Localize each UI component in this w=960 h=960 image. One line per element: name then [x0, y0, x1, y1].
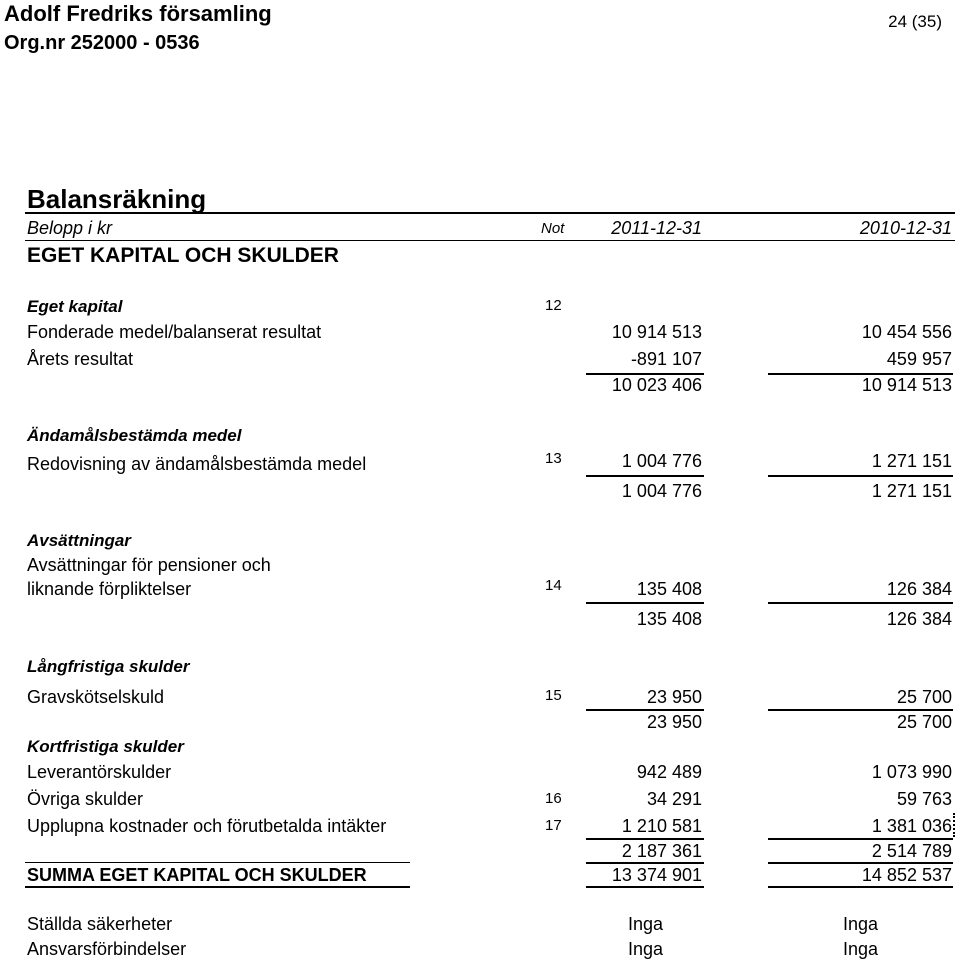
- value-2011: -891 107: [630, 349, 702, 369]
- row-label: Gravskötselskuld: [27, 687, 165, 707]
- subtotal-line: [768, 709, 953, 711]
- page-title: Balansräkning: [27, 184, 207, 214]
- unit-label: Belopp i kr: [27, 218, 113, 238]
- row-note: 14: [545, 577, 562, 594]
- value-2010: 126 384: [886, 579, 952, 599]
- row-note: 17: [545, 817, 562, 834]
- total-2010: 14 852 537: [861, 865, 952, 885]
- col-2010-header: 2010-12-31: [859, 218, 952, 238]
- subtotal-line: [586, 602, 704, 604]
- kortfristiga-heading: Kortfristiga skulder: [27, 737, 184, 756]
- eget-kapital-note: 12: [545, 297, 562, 314]
- value-2010: 1 271 151: [871, 451, 952, 471]
- row-label: Ansvarsförbindelser: [27, 939, 187, 959]
- row-label: Redovisning av ändamålsbestämda medel: [27, 454, 367, 474]
- row-label: Leverantörskulder: [27, 762, 172, 782]
- total-label: SUMMA EGET KAPITAL OCH SKULDER: [27, 865, 367, 885]
- row-label: Upplupna kostnader och förutbetalda intäkter: [27, 816, 387, 836]
- row-label-continued: liknande förpliktelser: [27, 579, 192, 599]
- row-note: 15: [545, 687, 562, 704]
- value-2010: 59 763: [896, 789, 952, 809]
- subtotal-2011: 2 187 361: [621, 841, 702, 861]
- value-2011: 1 210 581: [621, 816, 702, 836]
- value-2010: 10 454 556: [861, 322, 952, 342]
- row-label: Årets resultat: [27, 349, 134, 369]
- value-2011: 1 004 776: [621, 451, 702, 471]
- langfristiga-heading: Långfristiga skulder: [27, 657, 190, 676]
- subtotal-line: [768, 838, 953, 840]
- value-2010: 25 700: [896, 687, 952, 707]
- avsattningar-heading: Avsättningar: [27, 531, 131, 550]
- cell-border-marker: [953, 813, 955, 837]
- value-2011: 10 914 513: [611, 322, 702, 342]
- total-top-line: [25, 862, 410, 863]
- subtotal-2011: 23 950: [646, 712, 702, 732]
- subtotal-2010: 1 271 151: [871, 481, 952, 501]
- value-2010: 1 073 990: [871, 762, 952, 782]
- total-underline: [768, 886, 953, 888]
- subtotal-2011: 135 408: [636, 609, 702, 629]
- value-2010: 459 957: [886, 349, 952, 369]
- section-title: EGET KAPITAL OCH SKULDER: [27, 244, 339, 267]
- col-2011-header: 2011-12-31: [611, 218, 702, 238]
- subtotal-line: [586, 838, 704, 840]
- value-2010: 1 381 036: [871, 816, 952, 836]
- total-top-line: [768, 862, 953, 864]
- andamal-heading: Ändamålsbestämda medel: [27, 426, 242, 445]
- total-underline: [25, 886, 410, 888]
- organization-number: Org.nr 252000 - 0536: [4, 32, 200, 54]
- note-column-header: Not: [541, 220, 565, 237]
- subtotal-2011: 10 023 406: [611, 375, 702, 395]
- total-2011: 13 374 901: [611, 865, 702, 885]
- value-2011: 34 291: [646, 789, 702, 809]
- header-divider: [25, 240, 955, 241]
- value-2010: Inga: [843, 939, 879, 959]
- subtotal-2010: 2 514 789: [871, 841, 952, 861]
- value-2011: Inga: [628, 914, 664, 934]
- eget-kapital-heading: Eget kapital: [27, 297, 123, 316]
- subtotal-line: [768, 602, 953, 604]
- value-2011: 942 489: [636, 762, 702, 782]
- subtotal-2011: 1 004 776: [621, 481, 702, 501]
- row-label: Fonderade medel/balanserat resultat: [27, 322, 322, 342]
- subtotal-2010: 10 914 513: [861, 375, 952, 395]
- row-note: 13: [545, 450, 562, 467]
- page-number: 24 (35): [888, 12, 942, 31]
- value-2011: Inga: [628, 939, 664, 959]
- row-label: Ställda säkerheter: [27, 914, 173, 934]
- row-label: Övriga skulder: [27, 789, 144, 809]
- total-top-line: [586, 862, 704, 864]
- subtotal-line: [586, 709, 704, 711]
- subtotal-2010: 126 384: [886, 609, 952, 629]
- row-label: Avsättningar för pensioner och: [27, 555, 271, 575]
- subtotal-2010: 25 700: [896, 712, 952, 732]
- organization-name: Adolf Fredriks församling: [4, 1, 272, 26]
- total-underline: [586, 886, 704, 888]
- value-2011: 23 950: [646, 687, 702, 707]
- value-2011: 135 408: [636, 579, 702, 599]
- subtotal-line: [586, 475, 704, 477]
- subtotal-line: [768, 475, 953, 477]
- row-note: 16: [545, 790, 562, 807]
- value-2010: Inga: [843, 914, 879, 934]
- title-divider: [25, 212, 955, 214]
